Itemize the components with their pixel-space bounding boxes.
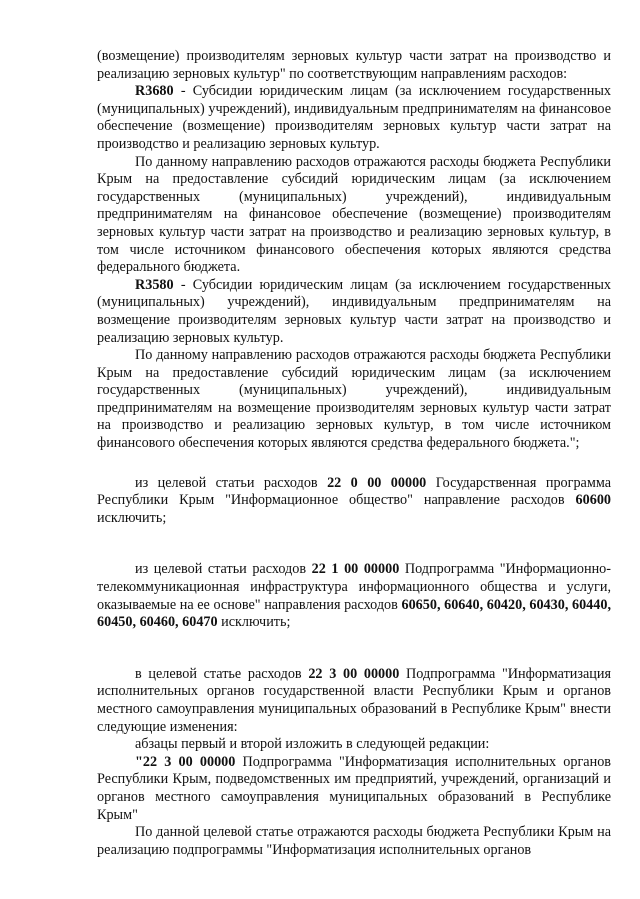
target-article-code: 22 0 00 00000 — [327, 474, 427, 491]
direction-code-r3680: R3680 — [135, 83, 174, 100]
direction-code: 60600 — [575, 492, 611, 509]
paragraph-instruction: абзацы первый и второй изложить в следующей редакции: — [135, 736, 490, 753]
paragraph-amend-22300 — [97, 666, 611, 736]
direction-text-r3580: - Субсидии юридическим лицам (за исключением государственных (муниципальных) учреждений), индивидуальным предпринимателям на возмещение производителям зерновых культур части затрат на производство и реализацию зерновых культур. — [97, 276, 611, 346]
text-post: исключить; — [97, 509, 167, 526]
target-article-code: 22 3 00 00000 — [308, 665, 400, 682]
paragraph-exclude-22100 — [97, 561, 611, 631]
paragraph-new-wording — [97, 754, 611, 824]
text-pre: из целевой статьи расходов — [135, 561, 312, 578]
paragraph-exclude-22000 — [97, 475, 611, 528]
text-pre: из целевой статьи расходов — [135, 474, 328, 491]
direction-codes: 60650, 60640, 60420, 60430, 60440, 60450, 60460, 60470 — [97, 596, 612, 631]
paragraph-expenses: По данной целевой статье отражаются расходы бюджета Республики Крым на реализацию подпрограммы "Информатизация исполнительных органов — [97, 824, 611, 858]
text-pre: в целевой статье расходов — [135, 665, 309, 682]
text-post: Подпрограмма "Информатизация исполнительных органов Республики Крым, подведомственных им предприятий, учреждений, организаций и органов местного самоуправления муниципальных образований в Республике Крым" — [97, 753, 611, 823]
target-article-code: "22 3 00 00000 — [135, 753, 236, 770]
paragraph-r3680-description: По данному направлению расходов отражаются расходы бюджета Республики Крым на предоставление субсидий юридическим лицам (за исключением государственных (муниципальных) учреждений), индивидуальным предпринимателям на финансовое обеспечение (возмещение) производителям зерновых культур части затрат на производство и реализацию зерновых культур, в том числе источником финансового обеспечения которых являются средства федерального бюджета. — [97, 153, 611, 276]
target-article-code: 22 1 00 00000 — [311, 561, 400, 578]
paragraph-r3580 — [97, 277, 611, 347]
text-mid: Подпрограмма "Информационно-телекоммуникационная инфраструктура информационного общества и услуги, оказываемые на ее основе" направления расходов — [97, 561, 612, 613]
text-post: Подпрограмма "Информатизация исполнительных органов государственной власти Республики Крым и органов местного самоуправления муниципальных образований в Республике Крым" внести следующие изменения: — [97, 665, 612, 735]
text-mid: Государственная программа Республики Крым "Информационное общество" направление расходов — [97, 474, 611, 509]
text-post: исключить; — [217, 614, 291, 631]
paragraph-r3580-description: По данному направлению расходов отражаются расходы бюджета Республики Крым на предоставление субсидий юридическим лицам (за исключением государственных (муниципальных) учреждений), индивидуальным предпринимателям на возмещение производителям зерновых культур части затрат на производство и реализацию зерновых культур, в том числе источником финансового обеспечения которых являются средства федерального бюджета."; — [97, 347, 611, 452]
direction-text-r3680: - Субсидии юридическим лицам (за исключением государственных (муниципальных) учреждений), индивидуальным предпринимателям на финансовое обеспечение (возмещение) производителям зерновых культур части затрат на производство и реализацию зерновых культур. — [97, 83, 611, 152]
direction-code-r3580: R3580 — [135, 276, 174, 293]
paragraph-intro: (возмещение) производителям зерновых культур части затрат на производство и реализацию зерновых культур" по соответствующим направлениям расходов: — [97, 48, 611, 82]
paragraph-r3680 — [97, 83, 611, 153]
